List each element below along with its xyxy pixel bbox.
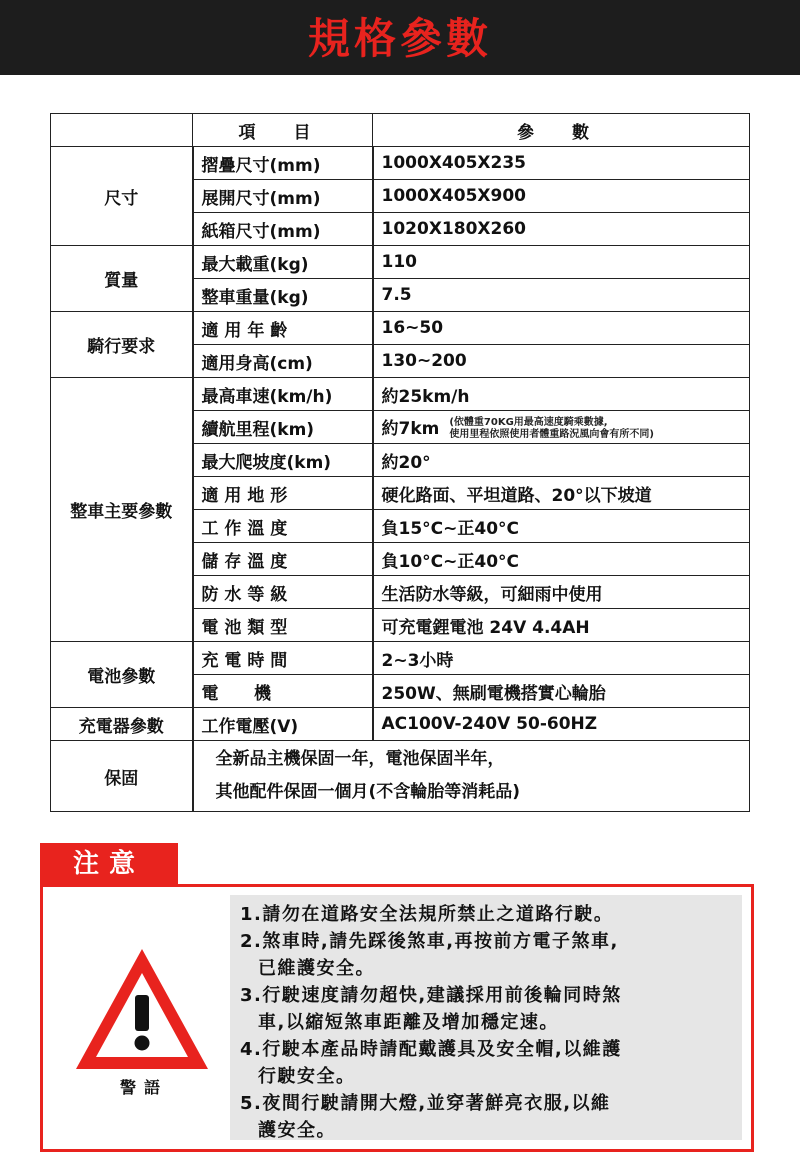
range-note-line2: 使用里程依照使用者體重路況風向會有所不同) xyxy=(449,428,654,440)
category-cell: 電池參數 xyxy=(51,642,193,708)
notice-line: 已維護安全。 xyxy=(258,958,375,979)
notice-text-panel xyxy=(230,895,742,1140)
value-cell: 2~3小時 xyxy=(373,642,750,675)
table-row xyxy=(51,708,750,741)
item-cell: 摺疊尺寸(mm) xyxy=(193,147,373,180)
value-cell: 1020X180X260 xyxy=(373,213,750,246)
value-cell: 1000X405X235 xyxy=(373,147,750,180)
item-cell: 紙箱尺寸(mm) xyxy=(193,213,373,246)
notice-line: 護安全。 xyxy=(258,1120,336,1141)
value-cell: 約25km/h xyxy=(373,378,750,411)
table-row xyxy=(51,378,750,411)
table-row xyxy=(51,741,750,812)
item-cell: 整車重量(kg) xyxy=(193,279,373,312)
item-cell: 適 用 地 形 xyxy=(193,477,373,510)
spec-table xyxy=(50,113,750,812)
range-note-line1: (依體重70KG用最高速度騎乘數據, xyxy=(449,416,608,428)
value-cell: 硬化路面、平坦道路、20°以下坡道 xyxy=(373,477,750,510)
value-cell: 250W、無刷電機搭實心輪胎 xyxy=(373,675,750,708)
header-banner xyxy=(0,0,800,75)
category-cell: 騎行要求 xyxy=(51,312,193,378)
value-cell: 可充電鋰電池 24V 4.4AH xyxy=(373,609,750,642)
value-cell xyxy=(373,411,750,444)
value-cell: 16~50 xyxy=(373,312,750,345)
item-cell: 防 水 等 級 xyxy=(193,576,373,609)
warning-word: 警語 xyxy=(119,1078,168,1097)
value-cell: 約20° xyxy=(373,444,750,477)
item-cell: 最大爬坡度(km) xyxy=(193,444,373,477)
notice-line: 車,以縮短煞車距離及增加穩定速。 xyxy=(258,1012,559,1033)
value-cell: 110 xyxy=(373,246,750,279)
notice-label: 注意 xyxy=(40,843,178,885)
table-header-row xyxy=(51,114,750,147)
value-cell: 7.5 xyxy=(373,279,750,312)
page-title: 規格參數 xyxy=(307,14,492,63)
header-blank xyxy=(51,114,193,147)
table-row xyxy=(51,246,750,279)
item-cell: 電 機 xyxy=(193,675,373,708)
header-item: 項 目 xyxy=(193,114,373,147)
category-cell: 充電器參數 xyxy=(51,708,193,741)
item-cell: 最高車速(km/h) xyxy=(193,378,373,411)
range-note xyxy=(449,417,654,441)
table-row xyxy=(51,642,750,675)
notice-line: 2.煞車時,請先踩後煞車,再按前方電子煞車, xyxy=(240,931,619,952)
item-cell: 儲 存 溫 度 xyxy=(193,543,373,576)
value-cell: 負10°C~正40°C xyxy=(373,543,750,576)
item-cell: 最大載重(kg) xyxy=(193,246,373,279)
warning-triangle-icon xyxy=(72,945,212,1073)
notice-line: 4.行駛本產品時請配戴護具及安全帽,以維護 xyxy=(240,1039,622,1060)
notice-line: 行駛安全。 xyxy=(258,1066,356,1087)
item-cell: 充 電 時 間 xyxy=(193,642,373,675)
warranty-cell xyxy=(193,741,750,812)
notice-line: 5.夜間行駛請開大燈,並穿著鮮亮衣服,以維 xyxy=(240,1093,611,1114)
value-text: 約7km xyxy=(381,418,440,439)
value-cell: 負15°C~正40°C xyxy=(373,510,750,543)
value-cell: 130~200 xyxy=(373,345,750,378)
warranty-line: 其他配件保固一個月(不含輪胎等消耗品) xyxy=(215,782,521,802)
item-cell: 電 池 類 型 xyxy=(193,609,373,642)
value-cell: 1000X405X900 xyxy=(373,180,750,213)
notice-line: 1.請勿在道路安全法規所禁止之道路行駛。 xyxy=(240,904,614,925)
category-cell: 保固 xyxy=(51,741,193,812)
item-cell: 適 用 年 齡 xyxy=(193,312,373,345)
notice-line: 3.行駛速度請勿超快,建議採用前後輪同時煞 xyxy=(240,985,622,1006)
category-cell: 質量 xyxy=(51,246,193,312)
item-cell: 續航里程(km) xyxy=(193,411,373,444)
value-cell: 生活防水等級，可細雨中使用 xyxy=(373,576,750,609)
item-cell: 工 作 溫 度 xyxy=(193,510,373,543)
item-cell: 工作電壓(V) xyxy=(193,708,373,741)
category-cell: 整車主要參數 xyxy=(51,378,193,642)
item-cell: 適用身高(cm) xyxy=(193,345,373,378)
header-value: 參 數 xyxy=(373,114,750,147)
item-cell: 展開尺寸(mm) xyxy=(193,180,373,213)
table-row xyxy=(51,147,750,180)
table-row xyxy=(51,312,750,345)
value-cell: AC100V-240V 50-60HZ xyxy=(373,708,750,741)
category-cell: 尺寸 xyxy=(51,147,193,246)
warranty-line: 全新品主機保固一年，電池保固半年， xyxy=(215,749,505,769)
